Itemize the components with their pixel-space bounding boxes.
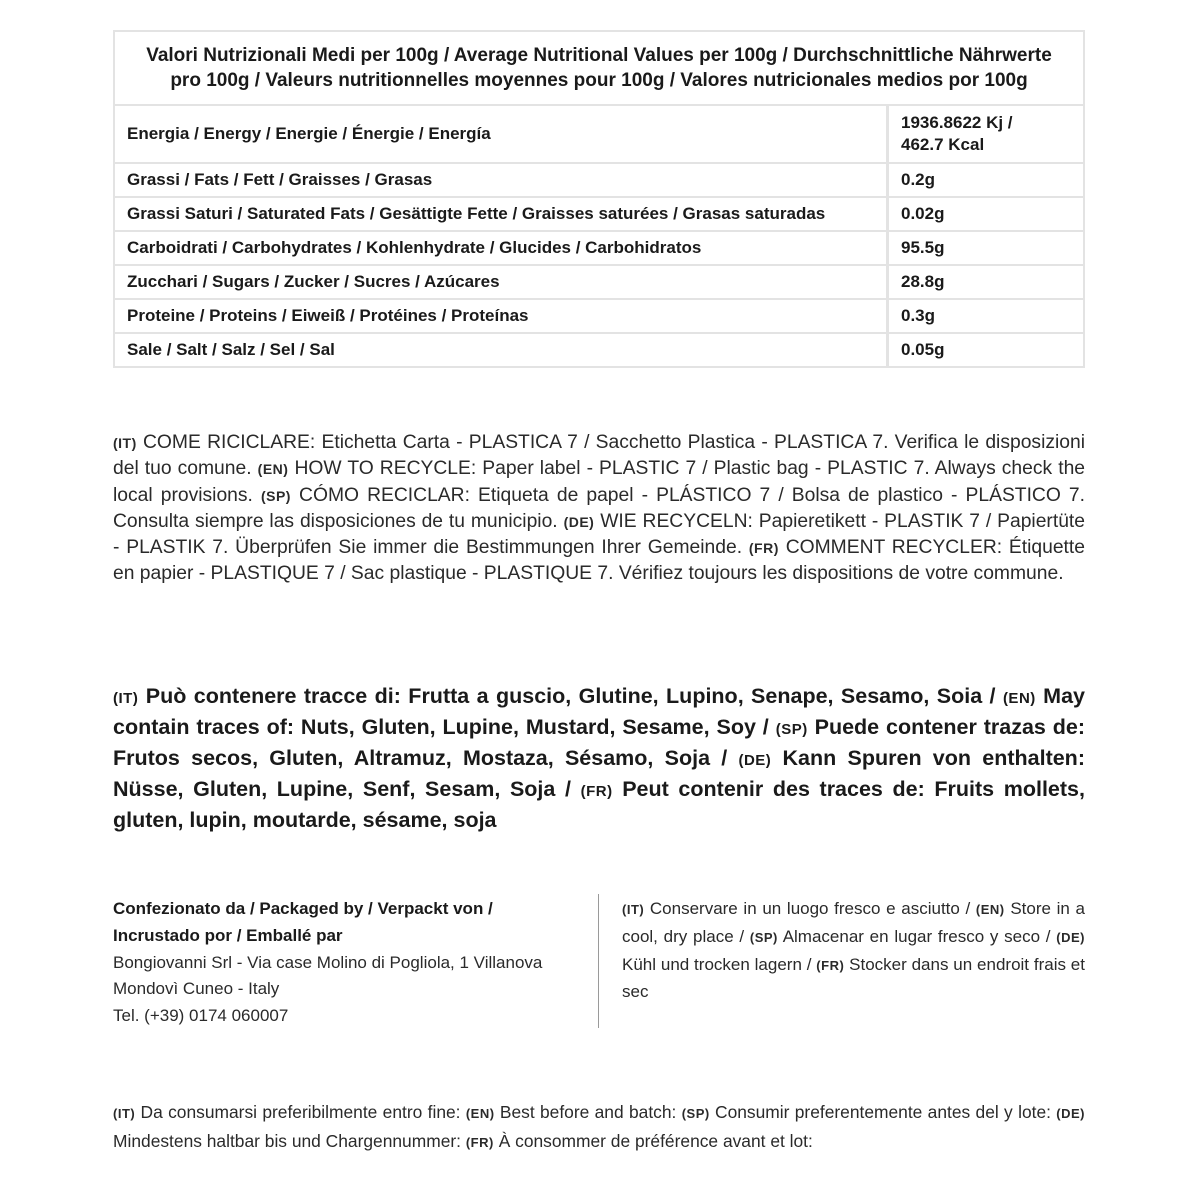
packager-address-line2: Mondovì Cuneo - Italy: [113, 979, 280, 999]
best-before-text-sp: Consumir preferentemente antes del y lote:: [715, 1102, 1051, 1122]
row-value: 95.5g: [889, 232, 1085, 266]
table-row-sugars: [113, 266, 1085, 300]
allergen-text-de: Kann Spuren von enthalten: Nüsse, Gluten, Lupine, Senf, Sesam, Soja /: [113, 746, 1085, 801]
lang-tag-en: (EN): [465, 1106, 495, 1121]
lang-tag-de: (DE): [1056, 929, 1085, 945]
packager-label-line1: Confezionato da / Packaged by / Verpackt von /: [113, 899, 493, 918]
lang-tag-fr: (FR): [748, 540, 779, 557]
lang-tag-it: (IT): [113, 435, 137, 451]
allergen-text-sp: Puede contener trazas de: Frutos secos, Gluten, Altramuz, Mostaza, Sésamo, Soja /: [113, 715, 1086, 770]
row-value: 0.3g: [889, 300, 1085, 334]
row-label: Proteine / Proteins / Eiweiß / Protéines / Proteínas: [113, 300, 889, 334]
lang-tag-it: (IT): [113, 690, 139, 707]
lang-tag-de: (DE): [738, 752, 772, 769]
lang-tag-en: (EN): [257, 461, 289, 478]
nutrition-title-line2: pro 100g / Valeurs nutritionnelles moyennes pour 100g / Valores nutricionales medios por 100g: [170, 70, 1028, 91]
row-label: Grassi / Fats / Fett / Graisses / Grasas: [113, 164, 889, 198]
packager-info: [113, 896, 583, 1030]
storage-text-it: Conservare in un luogo fresco e asciutto /: [649, 899, 971, 918]
lang-tag-fr: (FR): [580, 783, 613, 800]
lang-tag-fr: (FR): [816, 957, 845, 973]
column-divider: [598, 894, 599, 1028]
lang-tag-sp: (SP): [749, 929, 778, 945]
recycle-text-sp: CÓMO RECICLAR: Etiqueta de papel - PLÁSTICO 7 / Bolsa de plastico - PLÁSTICO 7. Consulta siempre las disposiciones de tu municipio.: [113, 484, 1086, 532]
row-value: [889, 106, 1085, 164]
lang-tag-it: (IT): [113, 1106, 136, 1121]
packager-label-line2: Incrustado por / Emballé par: [113, 925, 343, 945]
allergen-text-fr: Peut contenir des traces de: Fruits mollets, gluten, lupin, moutarde, sésame, soja: [113, 777, 1085, 832]
recycle-text-de: WIE RECYCELN: Papieretikett - PLASTIK 7 / Papiertüte - PLASTIK 7. Überprüfen Sie immer die Bestimmungen Ihrer Gemeinde.: [113, 510, 1086, 559]
packager-phone: Tel. (+39) 0174 060007: [113, 1006, 289, 1026]
row-label: Zucchari / Sugars / Zucker / Sucres / Azúcares: [113, 266, 889, 300]
nutrition-title-row: [113, 30, 1085, 106]
energy-kcal: 462.7 Kcal: [901, 135, 985, 154]
best-before-text-it: Da consumarsi preferibilmente entro fine:: [140, 1102, 461, 1122]
lang-tag-sp: (SP): [775, 721, 808, 738]
lang-tag-it: (IT): [622, 902, 645, 917]
best-before-text-fr: À consommer de préférence avant et lot:: [498, 1130, 813, 1151]
row-label: Energia / Energy / Energie / Énergie / Energía: [113, 106, 889, 164]
energy-kj: 1936.8622 Kj /: [901, 113, 1013, 132]
row-label: Grassi Saturi / Saturated Fats / Gesättigte Fette / Graisses saturées / Grasas saturadas: [113, 198, 889, 232]
allergen-text-en: May contain traces of: Nuts, Gluten, Lupine, Mustard, Sesame, Soy /: [113, 684, 1085, 739]
storage-text-en: Store in a cool, dry place /: [622, 899, 1085, 946]
storage-text-de: Kühl und trocken lagern /: [622, 954, 812, 974]
lang-tag-sp: (SP): [260, 487, 291, 504]
nutrition-table: [113, 30, 1085, 368]
recycle-text-fr: COMMENT RECYCLER: Étiquette en papier - PLASTIQUE 7 / Sac plastique - PLASTIQUE 7. Vérifiez toujours les dispositions de votre commune.: [113, 537, 1085, 585]
nutrition-section: [113, 30, 1085, 368]
row-value: 0.02g: [889, 198, 1085, 232]
allergen-text-it: Può contenere tracce di: Frutta a guscio, Glutine, Lupino, Senape, Sesamo, Soia /: [145, 684, 996, 708]
lang-tag-de: (DE): [1056, 1106, 1085, 1121]
row-value: 28.8g: [889, 266, 1085, 300]
storage-text-sp: Almacenar en lugar fresco y seco /: [782, 926, 1051, 946]
row-label: Carboidrati / Carbohydrates / Kohlenhydrate / Glucides / Carbohidratos: [113, 232, 889, 266]
nutrition-title-line1: Valori Nutrizionali Medi per 100g / Average Nutritional Values per 100g / Durchschnittliche Nährwerte: [146, 45, 1052, 66]
recycling-instructions: [113, 430, 1085, 588]
storage-instructions: [622, 896, 1085, 1006]
best-before-text-en: Best before and batch:: [499, 1102, 677, 1122]
lang-tag-de: (DE): [563, 513, 595, 530]
allergen-warning: [113, 682, 1085, 835]
table-row-energy: [113, 106, 1085, 164]
nutrition-title: [113, 30, 1085, 106]
row-value: 0.2g: [889, 164, 1085, 198]
lang-tag-fr: (FR): [465, 1134, 494, 1150]
table-row-proteins: [113, 300, 1085, 334]
packager-address-line1: Bongiovanni Srl - Via case Molino di Pogliola, 1 Villanova: [113, 952, 543, 972]
table-row-carbohydrates: [113, 232, 1085, 266]
storage-text-fr: Stocker dans un endroit frais et sec: [622, 954, 1085, 1002]
table-row-saturated-fats: [113, 198, 1085, 232]
table-row-fats: [113, 164, 1085, 198]
table-row-salt: [113, 334, 1085, 368]
recycle-text-en: HOW TO RECYCLE: Paper label - PLASTIC 7 / Plastic bag - PLASTIC 7. Always check the local provisions.: [113, 458, 1086, 506]
best-before-text-de: Mindestens haltbar bis und Chargennummer:: [113, 1130, 461, 1151]
recycle-text-it: COME RICICLARE: Etichetta Carta - PLASTICA 7 / Sacchetto Plastica - PLASTICA 7. Verifica le disposizioni del tuo comune.: [113, 432, 1086, 480]
row-label: Sale / Salt / Salz / Sel / Sal: [113, 334, 889, 368]
lang-tag-en: (EN): [1002, 690, 1036, 707]
best-before-info: [113, 1099, 1085, 1156]
lang-tag-en: (EN): [975, 902, 1005, 917]
lang-tag-sp: (SP): [681, 1106, 710, 1121]
row-value: 0.05g: [889, 334, 1085, 368]
